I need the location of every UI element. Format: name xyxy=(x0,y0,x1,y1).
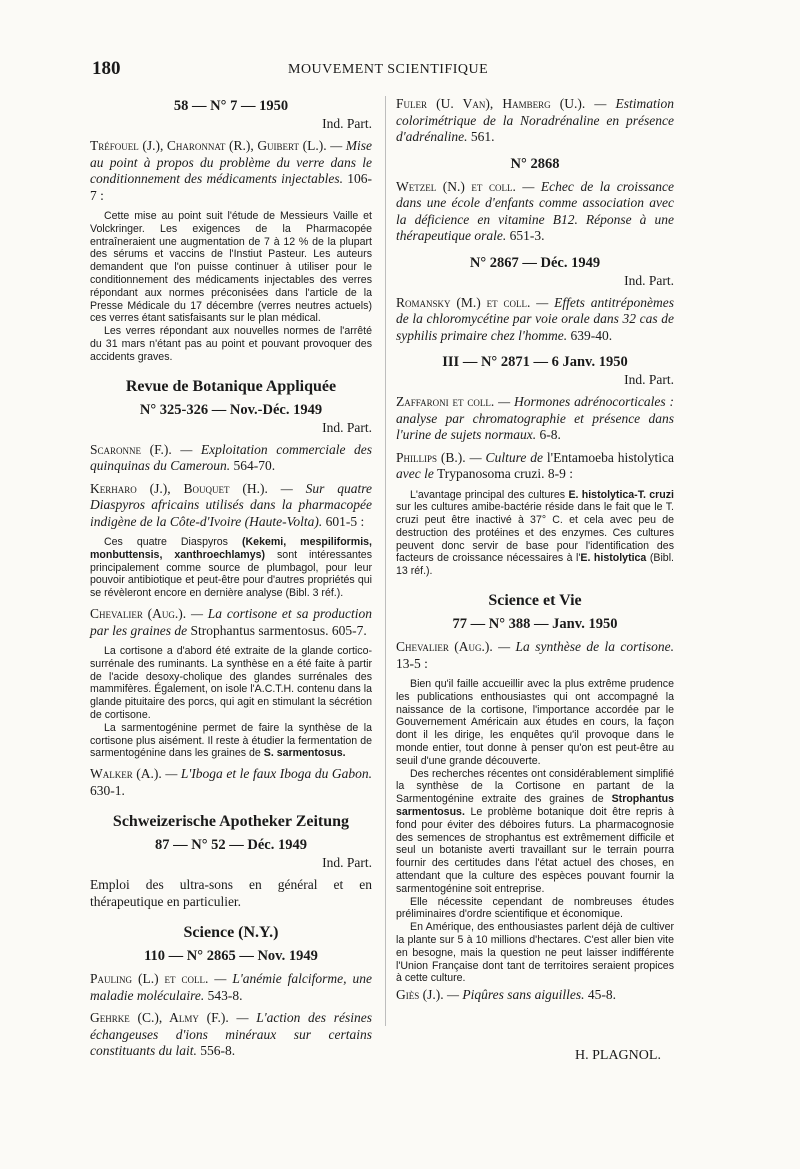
journal-title: Revue de Botanique Appliquée xyxy=(125,377,337,395)
entry-species: Strophantus sarmentosus. xyxy=(190,622,329,638)
signature: H. PLAGNOL. xyxy=(575,1048,661,1063)
reference-entry xyxy=(396,96,674,146)
entry-summary: Elle nécessite cependant de nombreuses études préliminaires d'ordre scientifique et économique. xyxy=(396,895,674,921)
entry-authors: Tréfouel (J.), Charonnat (R.), Guibert (L.). xyxy=(90,138,327,153)
entry-title: — Mise au point à propos du problème du verre dans le conditionnement des médicaments injectables. xyxy=(90,138,373,186)
entry-authors: Fuler (U. Van), Hamberg (U.). xyxy=(396,96,586,111)
summary-text: Le problème botanique doit être repris à fond pour éviter des déboires futurs. La pharmacognosie des semences de strophantus est extrêmement difficile et seul un botaniste averti travaillant sur le terrain pourra fournir des certitudes dans l'état actuel des choses, en attendant que la culture des espèces pouvant fournir la sarmentogénine soit entreprise. xyxy=(396,806,674,895)
entry-title: — La synthèse de la cortisone. xyxy=(498,639,675,655)
summary-text: La sarmentogénine permet de faire la synthèse de la cortisone plus aisément. Il reste à étudier la fermentation de sarmentogénine dans les graines de xyxy=(90,721,372,760)
reference-entry xyxy=(396,639,674,672)
reference-entry xyxy=(90,971,372,1004)
entry-authors: Gehrke (C.), Almy (F.). xyxy=(90,1010,229,1026)
entry-authors: Zaffaroni et coll. xyxy=(396,394,495,409)
entry-pages: 605-7. xyxy=(331,622,367,638)
entry-summary xyxy=(396,489,674,579)
entry-authors: Chevalier (Aug.). xyxy=(90,606,187,622)
entry-summary: Bien qu'il faille accueillir avec la plus extrême prudence les publications enthousiastes qui ont accompagné la naissance de la cortisone, l'importance accordée par le Gouvernement Américain aux études en cours, la façon dont il les dirige, les enquêtes qu'il provoque dans le monde entier, tout donne à penser qu'on est peut-être au seuil d'une grande découverte. xyxy=(396,678,674,767)
section-header: N° 325-326 — Nov.-Déc. 1949 xyxy=(139,401,323,418)
entry-title: — La cortisone et sa production par les graines de xyxy=(90,606,373,638)
entry-pages: 45-8. xyxy=(587,987,617,1003)
summary-text: sur les cultures amibe-bactérie réside dans le fait que le T. cruzi peut être inactivé à 37° C. et cela avec peu de destruction des protéines et des enzymes. Ces cultures peuvent donc servir de base pour l'identification des facteurs de croissance nécessaires à l' xyxy=(396,501,674,565)
entry-pages: 556-8. xyxy=(200,1043,236,1059)
section-header: N° 2868 xyxy=(510,155,560,172)
entry-authors: Giès (J.). xyxy=(396,987,444,1003)
entry-title: — L'anémie falciforme, une maladie moléculaire. xyxy=(90,971,372,1003)
reference-entry xyxy=(396,394,674,444)
reference-entry xyxy=(90,606,372,639)
entry-pages: 543-8. xyxy=(207,987,243,1003)
entry-authors: Chevalier (Aug.). xyxy=(396,639,493,655)
entry-title: — L'action des résines échangeuses d'ions minéraux sur certains constituants du lait. xyxy=(90,1010,372,1059)
entry-title: — Hormones adrénocorticales : analyse par chromatographie et présence dans l'urine de sujets normaux. xyxy=(396,394,675,442)
entry-pages: 106-7 : xyxy=(90,171,372,203)
entry-authors: Kerharo (J.), Bouquet (H.). xyxy=(90,480,268,496)
reference-entry xyxy=(396,987,674,1004)
entry-authors: Wetzel (N.) et coll. xyxy=(396,178,516,194)
column-divider xyxy=(385,96,386,1026)
entry-title: — Culture de xyxy=(469,449,543,465)
right-column xyxy=(396,92,674,1004)
entry-pages: 6-8. xyxy=(539,427,561,442)
section-header: 87 — N° 52 — Déc. 1949 xyxy=(155,837,307,854)
entry-summary xyxy=(90,536,372,600)
summary-text: (Bibl. 13 réf.). xyxy=(396,552,674,578)
entry-species: Trypanosoma cruzi. xyxy=(436,466,545,481)
part-label: Ind. Part. xyxy=(322,855,372,871)
entry-pages: 601-5 : xyxy=(325,513,365,529)
journal-title: Schweizerische Apotheker Zeitung xyxy=(112,813,350,831)
entry-summary: Les verres répondant aux nouvelles normes de l'arrêté du 31 mars n'étant pas au point et pouvant provoquer des accidents graves. xyxy=(90,325,372,363)
summary-species: E. histolytica xyxy=(580,552,647,565)
summary-species: Strophantus sarmentosus. xyxy=(396,793,674,819)
section-header: 58 — N° 7 — 1950 xyxy=(173,98,289,114)
entry-authors: Phillips (B.). xyxy=(396,449,466,465)
entry-title: — Estimation colorimétrique de la Noradrénaline en présence d'adrénaline. xyxy=(396,96,675,144)
summary-text: Ces quatre Diaspyros xyxy=(104,536,228,549)
section-header: 77 — N° 388 — Janv. 1950 xyxy=(452,616,618,633)
entry-pages: 630-1. xyxy=(90,782,125,798)
entry-summary xyxy=(90,722,372,760)
entry-summary: La cortisone a d'abord été extraite de la glande cortico-surrénale des ruminants. La synthèse en a été faite à partir de l'acide desoxy-cholique des glandes surrénales des mammifères. Également, on isole l'A.C.T.H. contenu dans la glande pituitaire des porcs, qui agit en stimulant la sécrétion de cortisone. xyxy=(90,645,372,722)
summary-species: S. sarmentosus. xyxy=(263,747,346,760)
page-number: 180 xyxy=(92,58,121,79)
section-header: III — N° 2871 — 6 Janv. 1950 xyxy=(442,354,628,370)
entry-pages: 561. xyxy=(470,129,495,144)
entry-title: — Echec de la croissance dans une école d'enfants comme association avec la déficience en vitamine B12. Réponse à une thérapeutique orale. xyxy=(396,178,675,243)
reference-entry xyxy=(396,450,674,483)
entry-pages: 639-40. xyxy=(570,327,613,343)
section-header: N° 2867 — Déc. 1949 xyxy=(469,254,601,271)
entry-title: — Sur quatre Diaspyros africains utilisés dans la pharmacopée indigène de la Côte-d'Ivoire (Haute-Volta). xyxy=(90,480,372,529)
entry-pages: 13-5 : xyxy=(396,655,428,671)
reference-entry xyxy=(90,766,372,799)
entry-authors: Romansky (M.) et coll. xyxy=(396,294,531,310)
summary-text: L'avantage principal des cultures xyxy=(410,488,566,501)
reference-entry xyxy=(90,1010,372,1060)
entry-title: — Piqûres sans aiguilles. xyxy=(447,987,585,1003)
reference-entry xyxy=(396,179,674,245)
entry-title: — Effets antitréponèmes de la chloromycétine par voie orale dans 32 cas de syphilis primaire chez l'homme. xyxy=(396,294,675,343)
entry-title: — Exploitation commerciale des quinquinas du Cameroun. xyxy=(90,441,372,474)
entry-summary xyxy=(396,768,674,896)
journal-title: Science (N.Y.) xyxy=(183,924,279,942)
part-label: Ind. Part. xyxy=(624,272,674,288)
entry-authors: Pauling (L.) et coll. xyxy=(90,971,209,987)
reference-entry xyxy=(90,481,372,531)
entry-authors: Scaronne (F.). xyxy=(90,441,172,457)
part-label: Ind. Part. xyxy=(322,419,372,435)
entry-pages: 8-9 : xyxy=(547,466,573,481)
running-head: MOUVEMENT SCIENTIFIQUE xyxy=(288,62,489,77)
entry-title: avec le xyxy=(396,466,434,481)
journal-title: Science et Vie xyxy=(488,592,582,610)
summary-species: (Kekemi, mespiliformis, monbuttensis, xanthroechlamys) xyxy=(90,536,372,561)
summary-text: Des recherches récentes ont considérablement simplifié la synthèse de la Cortisone en partant de la Sarmentogénine extraite des graines de xyxy=(396,767,674,806)
entry-pages: 651-3. xyxy=(509,228,545,243)
entry-summary: Cette mise au point suit l'étude de Messieurs Vaille et Volckringer. Les exigences de la Pharmacopée entraîneraient une augmentation de 7 à 12 % de la plupart des sérums et vaccins de l'Instiut Pasteur. Les auteurs demandent que l'on puisse continuer à utiliser pour le conditionnement des médicaments injectables des verres répondant aux normes préconisées dans l'article de la Presse Médicale du 17 décembre (verres neutres actuels) ces verres étant satisfaisants sur le plan médical. xyxy=(90,210,372,325)
reference-entry xyxy=(90,442,372,475)
reference-entry xyxy=(396,295,674,345)
part-label: Ind. Part. xyxy=(322,116,372,131)
summary-species: E. histolytica-T. cruzi xyxy=(568,488,674,501)
entry-pages: 564-70. xyxy=(233,458,276,474)
entry-summary: En Amérique, des enthousiastes parlent déjà de cultiver la plante sur 5 à 10 millions d'hectares. C'est aller bien vite en besogne, mais la question ne peut laisser indifférente l'Union Française dont tant de territoires seraient propices à cette culture. xyxy=(396,921,674,985)
part-label: Ind. Part. xyxy=(624,372,674,387)
entry-authors: Walker (A.). xyxy=(90,766,162,782)
section-header: 110 — N° 2865 — Nov. 1949 xyxy=(144,948,318,965)
entry-text: Emploi des ultra-sons en général et en thérapeutique en particulier. xyxy=(90,877,372,909)
summary-text: sont intéressantes principalement comme source de plumbagol, pour leur pouvoir antibiotique et peut-être pour d'autres propriétés qui se révèleront encore en dernière analyse (Bibl. 3 réf.). xyxy=(90,548,372,600)
reference-entry xyxy=(90,138,372,204)
entry-title: — L'Iboga et le faux Iboga du Gabon. xyxy=(165,766,373,782)
left-column xyxy=(90,92,372,1060)
entry-species: l'Entamoeba histolytica xyxy=(546,449,674,465)
